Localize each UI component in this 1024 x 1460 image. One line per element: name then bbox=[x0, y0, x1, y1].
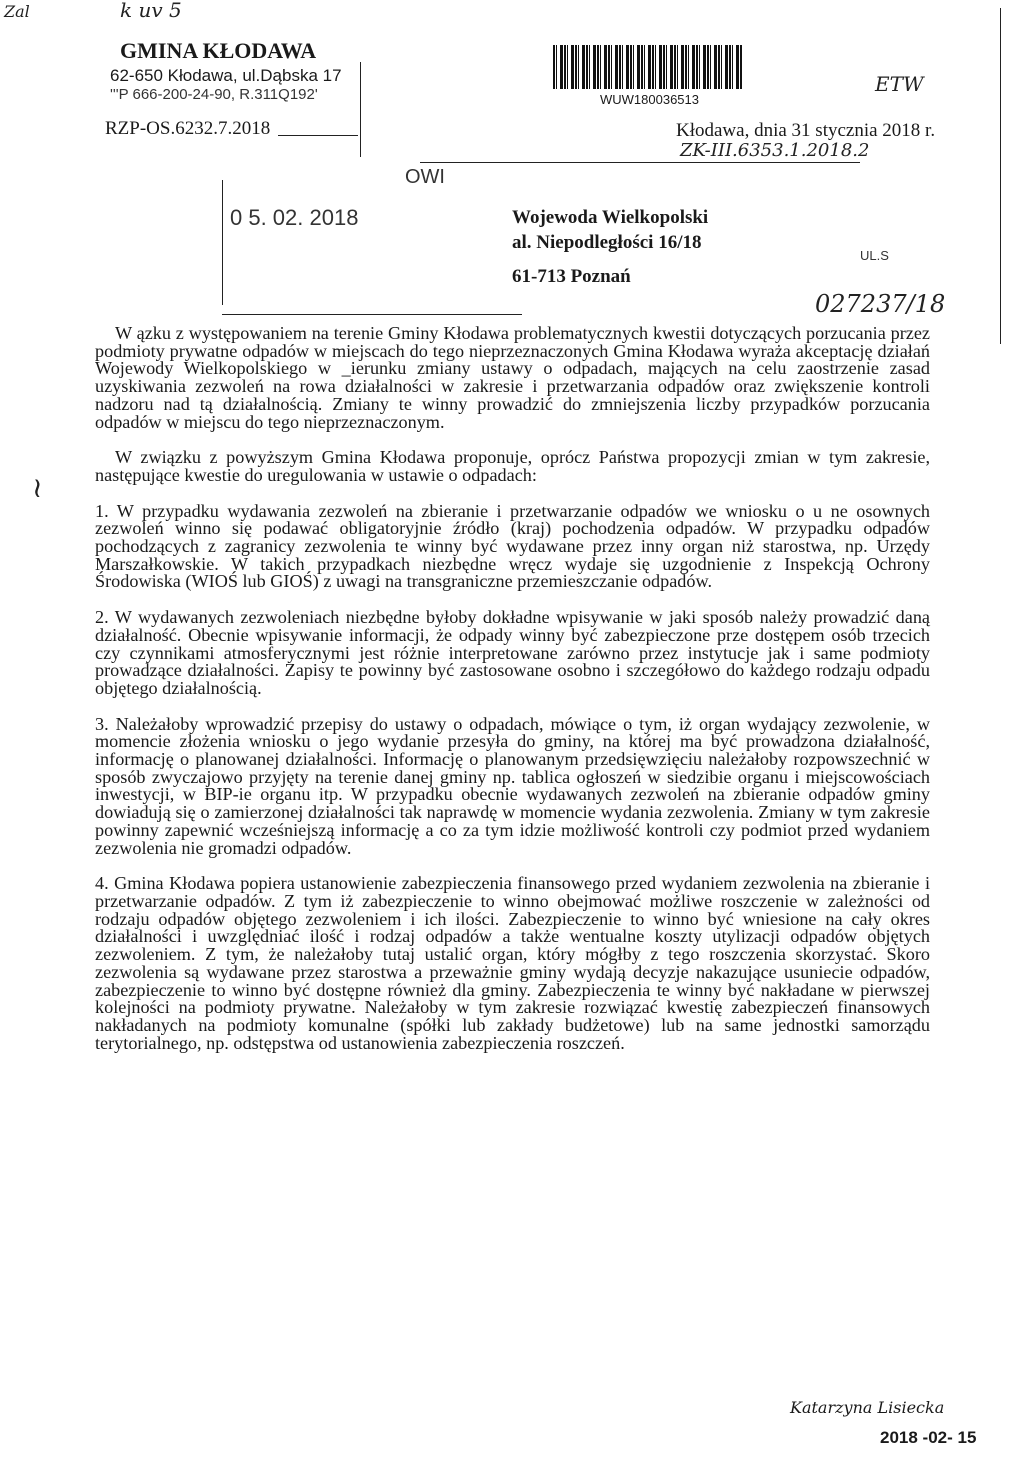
paragraph-point-4: 4. Gmina Kłodawa popiera ustanowienie zabezpieczenia finansowego przed wydaniem zezwolenia na zbieranie i przetwarzanie odpadów. Z tym iż zabezpieczenie to winno obejmować możliwe roszczenie w zależności od rodzaju odpadów objętego zezwoleniem i ich ilości. Zabezpieczenie to winno być wniesione na cały okres działalności i uwzględniać ilość i rodzaj odpadów a także wentualne koszty utylizacji odpadów objętych zezwoleniem. Z tym, że należałoby tutaj ustalić organ, który mógłby z tego roszczenia skorzystać. Skoro zezwolenia są wydawane przez starostwa a przeważnie gminy wydają decyzje nakazujące usuniecie odpadów, zabezpieczenie to winno być dostępne również dla gminy. Zabezpieczenia te winny być nakładane w pierwszej kolejności na podmioty prywatne. Należałoby w tym zakresie rozwiązać kwestię zabezpieczeń finansowych nakładanych na podmioty komunalne (spółki lub zakłady budżetowe) lub na same jednostki samorządu terytorialnego, np. odstępstwa od ustanowienia zabezpieczenia roszczeń. bbox=[95, 873, 930, 1053]
sender-border bbox=[360, 62, 361, 157]
incoming-number: 027237/18 bbox=[815, 290, 946, 318]
page-right-rule bbox=[1000, 8, 1001, 344]
paragraph-intro: W ązku z występowaniem na terenie Gminy Kłodawa problematycznych kwestii dotyczących porzucania przez podmioty prywatne odpadów w miejscach do tego nieprzeznaczonych Gmina Kłodawa wyraża akceptację działań Wojewody Wielkopolskiego w _ierunku zmiany ustawy o odpadach, mających na celu zaostrzenie zasad uzyskiwania zezwoleń na rowa działalności w zakresie i przetwarzania odpadów oraz zwiększenie kontroli nadzoru nad tą działalnością. Zmiany te winny prowadzić do zmniejszenia liczby przypadków porzucania odpadów w miejscu do tego nieprzeznaczonym. bbox=[95, 323, 930, 432]
stamp-rule bbox=[420, 162, 860, 163]
received-stamp-text: OWI bbox=[405, 166, 445, 188]
sender-reference: RZP-OS.6232.7.2018 bbox=[105, 118, 271, 139]
sender-phone: '''P 666-200-24-90, R.311Q192' bbox=[110, 86, 318, 103]
margin-note-top-mid: k uv 5 bbox=[120, 0, 182, 22]
barcode bbox=[553, 45, 743, 89]
paragraph-point-3: 3. Należałoby wprowadzić przepisy do ustawy o odpadach, mówiące o tym, iż organ wydający zezwolenie, w momencie złożenia wniosku o jego wydanie przesyła do gminy, na której ma być prowadzona działalność, informację o planowanej działalności. Informację o planowanym przedsięwzięciu należałoby rozpowszechnić w sposób zwyczajowo przyjęty na terenie danej gminy np. tablica ogłoszeń w siedzibie organu i miejscowościach inwestycji, w BIP-ie organu itp. W przypadku obecnie wydawanych zezwoleń na zbieranie odpadów gminy dowiadują się o zamierzonej działalności tak naprawdę w momencie wydania zezwolenia. Zmiany w tym zakresie powinny zapewnić wcześniejszą informację a co za tym idzie możliwość kontroli czy podmiot przed wydaniem zezwolenia nie gromadzi odpadów. bbox=[95, 713, 930, 858]
recipient-city: 61-713 Poznań bbox=[512, 266, 631, 287]
paragraph-point-2: 2. W wydawanych zezwoleniach niezbędne byłoby dokładne wpisywanie w jaki sposób należy prowadzić daną działalność. Obecnie wpisywanie informacji, że odpady winny być zabezpieczone prze dostępem osób trzecich czy czynnikami atmosferycznymi jest różnie interpretowane zarówno przez instytucje jak i same podmioty prowadzące działalności. Zapisy te powinny być zastosowane osobno i szczegółowo do każdego rodzaju odpadu objętego działalnością. bbox=[95, 607, 930, 698]
handwritten-mark: ETW bbox=[875, 72, 924, 96]
stamp-box-left bbox=[222, 180, 223, 305]
signature-name: Katarzyna Lisiecka bbox=[790, 1398, 945, 1417]
letter-body bbox=[95, 325, 930, 1052]
handwritten-reference: ZK-III.6353.1.2018.2 bbox=[680, 140, 870, 161]
sender-name: GMINA KŁODAWA bbox=[120, 38, 317, 63]
reference-underline bbox=[278, 135, 358, 136]
barcode-number: WUW180036513 bbox=[600, 92, 699, 107]
signature-stamp-date: 2018 -02- 15 bbox=[880, 1428, 977, 1447]
paragraph-point-1: 1. W przypadku wydawania zezwoleń na zbieranie i przetwarzanie odpadów we wniosku o u ne osownych zezwoleń winno się podawać obligatoryjnie źródło (kraj) pochodzenia odpadów. W przypadku odpadów pochodzących z zagranicy zezwolenia te winny być wydawane przez inny organ niż starostwa, np. Urzędy Marszałkowskie. W takich przypadkach niezbędne wręcz wydaje się uzgodnienie z Inspekcją Ochrony Środowiska (WIOŚ lub GIOŚ) z uwagi na transgraniczne przemieszczanie odpadów. bbox=[95, 500, 930, 592]
recipient-street: al. Niepodległości 16/18 bbox=[512, 232, 702, 253]
recipient-name: Wojewoda Wielkopolski bbox=[512, 207, 709, 228]
received-stamp-date: 0 5. 02. 2018 bbox=[230, 205, 359, 230]
date-line: Kłodawa, dnia 31 stycznia 2018 r. bbox=[676, 120, 936, 141]
margin-scribble: ~ bbox=[20, 476, 53, 500]
sender-address: 62-650 Kłodawa, ul.Dąbska 17 bbox=[110, 66, 342, 85]
stamp-box-bottom bbox=[222, 314, 522, 315]
paragraph-proposal: W związku z powyższym Gmina Kłodawa proponuje, oprócz Państwa propozycji zmian w tym zakresie, następujące kwestie do uregulowania w ustawie o odpadach: bbox=[95, 447, 930, 485]
received-stamp-marks: UL.S bbox=[860, 248, 889, 263]
margin-note-top-left: Zal bbox=[4, 2, 30, 21]
